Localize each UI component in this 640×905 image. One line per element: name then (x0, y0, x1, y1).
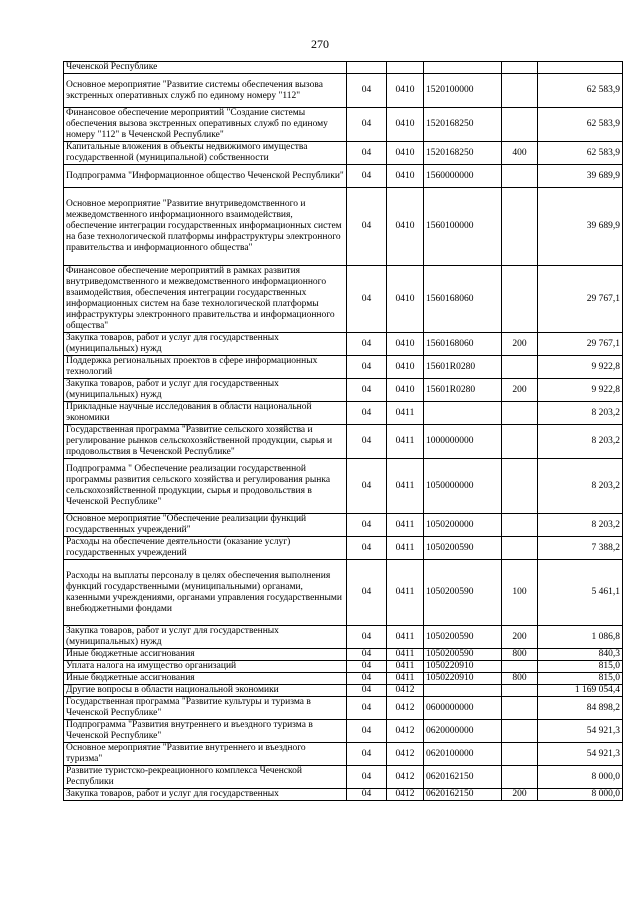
table-row (64, 402, 623, 425)
row-description: Государственная программа "Развитие культуры и туризма в Чеченской Республике" (64, 697, 347, 720)
subsection-code: 0412 (387, 697, 424, 720)
amount: 62 583,9 (538, 74, 623, 108)
expense-type-code (502, 743, 538, 766)
section-code: 04 (347, 626, 387, 649)
target-article-code: 1560168060 (424, 266, 502, 333)
expense-type-code (502, 74, 538, 108)
target-article-code: 1050200000 (424, 514, 502, 537)
subsection-code: 0410 (387, 266, 424, 333)
target-article-code: 1560168060 (424, 333, 502, 356)
section-code: 04 (347, 266, 387, 333)
table-row (64, 673, 623, 685)
row-description: Основное мероприятие "Развитие внутриведомственного и межведомственного информационного взаимодействия, обеспечение интеграции государственных информационных систем на базе технологической платформы инфраструктуры электронного правительства и информационного общества" (64, 188, 347, 266)
expense-type-code: 400 (502, 142, 538, 165)
amount: 840,3 (538, 649, 623, 661)
section-code: 04 (347, 697, 387, 720)
expense-type-code: 100 (502, 560, 538, 626)
expense-type-code (502, 720, 538, 743)
target-article-code: 1050200590 (424, 560, 502, 626)
table-row (64, 697, 623, 720)
target-article-code: 1520100000 (424, 74, 502, 108)
subsection-code: 0411 (387, 537, 424, 560)
row-description: Закупка товаров, работ и услуг для государственных (64, 789, 347, 801)
amount: 8 203,2 (538, 402, 623, 425)
expense-type-code: 200 (502, 789, 538, 801)
expense-type-code (502, 402, 538, 425)
amount: 62 583,9 (538, 108, 623, 142)
table-row (64, 537, 623, 560)
table-row (64, 661, 623, 673)
section-code: 04 (347, 459, 387, 514)
subsection-code: 0410 (387, 379, 424, 402)
expense-type-code (502, 514, 538, 537)
row-description: Закупка товаров, работ и услуг для государственных (муниципальных) нужд (64, 333, 347, 356)
table-row (64, 685, 623, 697)
table-row (64, 649, 623, 661)
amount: 54 921,3 (538, 720, 623, 743)
subsection-code: 0411 (387, 560, 424, 626)
subsection-code: 0411 (387, 459, 424, 514)
target-article-code (424, 402, 502, 425)
subsection-code: 0412 (387, 720, 424, 743)
subsection-code: 0411 (387, 514, 424, 537)
subsection-code: 0410 (387, 74, 424, 108)
expense-type-code (502, 165, 538, 188)
expense-type-code: 800 (502, 649, 538, 661)
target-article-code: 0620162150 (424, 789, 502, 801)
target-article-code (424, 62, 502, 74)
expense-type-code (502, 108, 538, 142)
section-code: 04 (347, 379, 387, 402)
target-article-code (424, 685, 502, 697)
expense-type-code (502, 661, 538, 673)
row-description: Основное мероприятие "Развитие внутреннего и въездного туризма" (64, 743, 347, 766)
row-description: Основное мероприятие "Обеспечение реализации функций государственных учреждений" (64, 514, 347, 537)
amount: 1 086,8 (538, 626, 623, 649)
table-row (64, 333, 623, 356)
expense-type-code: 200 (502, 626, 538, 649)
subsection-code: 0410 (387, 333, 424, 356)
section-code: 04 (347, 188, 387, 266)
section-code: 04 (347, 673, 387, 685)
subsection-code: 0411 (387, 673, 424, 685)
table-row (64, 188, 623, 266)
table-row (64, 720, 623, 743)
amount (538, 62, 623, 74)
target-article-code: 1050220910 (424, 661, 502, 673)
amount: 39 689,9 (538, 188, 623, 266)
table-row (64, 356, 623, 379)
section-code: 04 (347, 649, 387, 661)
target-article-code: 1050200590 (424, 626, 502, 649)
target-article-code: 15601R0280 (424, 379, 502, 402)
section-code: 04 (347, 356, 387, 379)
subsection-code: 0410 (387, 188, 424, 266)
section-code: 04 (347, 74, 387, 108)
section-code: 04 (347, 720, 387, 743)
target-article-code: 1000000000 (424, 425, 502, 459)
row-description: Подпрограмма " Обеспечение реализации государственной программы развития сельского хозяйства и регулирования рынка сельскохозяйственной продукции, сырья и продовольствия в Чеченской Республике" (64, 459, 347, 514)
amount: 54 921,3 (538, 743, 623, 766)
section-code: 04 (347, 165, 387, 188)
budget-table-body (64, 62, 623, 801)
amount: 8 203,2 (538, 514, 623, 537)
target-article-code: 1050200590 (424, 537, 502, 560)
expense-type-code (502, 685, 538, 697)
amount: 5 461,1 (538, 560, 623, 626)
row-description: Поддержка региональных проектов в сфере информационных технологий (64, 356, 347, 379)
subsection-code: 0411 (387, 661, 424, 673)
target-article-code: 1050220910 (424, 673, 502, 685)
target-article-code: 15601R0280 (424, 356, 502, 379)
row-description: Прикладные научные исследования в области национальной экономики (64, 402, 347, 425)
amount: 8 000,0 (538, 766, 623, 789)
budget-table (63, 61, 623, 801)
section-code: 04 (347, 402, 387, 425)
table-row (64, 108, 623, 142)
amount: 8 000,0 (538, 789, 623, 801)
expense-type-code: 200 (502, 379, 538, 402)
subsection-code (387, 62, 424, 74)
table-row (64, 626, 623, 649)
expense-type-code (502, 188, 538, 266)
expense-type-code (502, 459, 538, 514)
table-row (64, 425, 623, 459)
target-article-code: 1050200590 (424, 649, 502, 661)
target-article-code: 0620000000 (424, 720, 502, 743)
table-row (64, 743, 623, 766)
expense-type-code (502, 766, 538, 789)
amount: 9 922,8 (538, 379, 623, 402)
table-row (64, 560, 623, 626)
expense-type-code (502, 356, 538, 379)
subsection-code: 0412 (387, 766, 424, 789)
section-code: 04 (347, 425, 387, 459)
expense-type-code (502, 62, 538, 74)
table-row (64, 514, 623, 537)
subsection-code: 0411 (387, 649, 424, 661)
amount: 29 767,1 (538, 266, 623, 333)
amount: 9 922,8 (538, 356, 623, 379)
row-description: Финансовое обеспечение мероприятий в рамках развития внутриведомственного и межведомственного информационного взаимодействия, обеспечения интеграции государственных информационных систем на базе технологической платформы инфраструктуры электронного правительства и информационного общества" (64, 266, 347, 333)
target-article-code: 1520168250 (424, 108, 502, 142)
subsection-code: 0412 (387, 685, 424, 697)
expense-type-code: 800 (502, 673, 538, 685)
table-row (64, 165, 623, 188)
section-code: 04 (347, 743, 387, 766)
page-number: 270 (311, 37, 329, 51)
table-row (64, 266, 623, 333)
amount: 62 583,9 (538, 142, 623, 165)
subsection-code: 0410 (387, 165, 424, 188)
section-code (347, 62, 387, 74)
subsection-code: 0410 (387, 142, 424, 165)
amount: 8 203,2 (538, 425, 623, 459)
subsection-code: 0411 (387, 626, 424, 649)
subsection-code: 0412 (387, 743, 424, 766)
table-row (64, 789, 623, 801)
subsection-code: 0410 (387, 108, 424, 142)
row-description: Чеченской Республике (64, 62, 347, 74)
target-article-code: 1560100000 (424, 188, 502, 266)
subsection-code: 0412 (387, 789, 424, 801)
row-description: Государственная программа "Развитие сельского хозяйства и регулирование рынков сельскохозяйственной продукции, сырья и продовольствия в Чеченской Республике" (64, 425, 347, 459)
row-description: Подпрограмма "Информационное общество Чеченской Республики" (64, 165, 347, 188)
section-code: 04 (347, 333, 387, 356)
expense-type-code (502, 697, 538, 720)
target-article-code: 0620100000 (424, 743, 502, 766)
row-description: Иные бюджетные ассигнования (64, 673, 347, 685)
section-code: 04 (347, 142, 387, 165)
target-article-code: 0600000000 (424, 697, 502, 720)
subsection-code: 0411 (387, 402, 424, 425)
row-description: Основное мероприятие "Развитие системы обеспечения вызова экстренных оперативных служб по единому номеру "112" (64, 74, 347, 108)
section-code: 04 (347, 108, 387, 142)
subsection-code: 0411 (387, 425, 424, 459)
amount: 39 689,9 (538, 165, 623, 188)
section-code: 04 (347, 766, 387, 789)
amount: 84 898,2 (538, 697, 623, 720)
row-description: Другие вопросы в области национальной экономики (64, 685, 347, 697)
row-description: Финансовое обеспечение мероприятий "Создание системы обеспечения вызова экстренных оперативных служб по единому номеру "112" в Чеченской Республике" (64, 108, 347, 142)
amount: 815,0 (538, 661, 623, 673)
amount: 8 203,2 (538, 459, 623, 514)
amount: 1 169 054,4 (538, 685, 623, 697)
row-description: Расходы на выплаты персоналу в целях обеспечения выполнения функций государственными (муниципальными) органами, казенными учреждениями, органами управления государственными внебюджетными фондами (64, 560, 347, 626)
table-row (64, 459, 623, 514)
expense-type-code (502, 266, 538, 333)
table-row (64, 62, 623, 74)
row-description: Капитальные вложения в объекты недвижимого имущества государственной (муниципальной) собственности (64, 142, 347, 165)
table-row (64, 379, 623, 402)
amount: 815,0 (538, 673, 623, 685)
subsection-code: 0410 (387, 356, 424, 379)
expense-type-code (502, 537, 538, 560)
table-row (64, 74, 623, 108)
section-code: 04 (347, 661, 387, 673)
target-article-code: 1560000000 (424, 165, 502, 188)
target-article-code: 1520168250 (424, 142, 502, 165)
expense-type-code (502, 425, 538, 459)
section-code: 04 (347, 537, 387, 560)
table-row (64, 766, 623, 789)
row-description: Развитие туристско-рекреационного комплекса Чеченской Республики (64, 766, 347, 789)
row-description: Расходы на обеспечение деятельности (оказание услуг) государственных учреждений (64, 537, 347, 560)
expense-type-code: 200 (502, 333, 538, 356)
section-code: 04 (347, 685, 387, 697)
row-description: Подпрограмма "Развития внутреннего и въездного туризма в Чеченской Республике" (64, 720, 347, 743)
section-code: 04 (347, 560, 387, 626)
row-description: Закупка товаров, работ и услуг для государственных (муниципальных) нужд (64, 379, 347, 402)
amount: 29 767,1 (538, 333, 623, 356)
section-code: 04 (347, 514, 387, 537)
row-description: Уплата налога на имущество организаций (64, 661, 347, 673)
target-article-code: 0620162150 (424, 766, 502, 789)
row-description: Закупка товаров, работ и услуг для государственных (муниципальных) нужд (64, 626, 347, 649)
amount: 7 388,2 (538, 537, 623, 560)
section-code: 04 (347, 789, 387, 801)
table-row (64, 142, 623, 165)
target-article-code: 1050000000 (424, 459, 502, 514)
row-description: Иные бюджетные ассигнования (64, 649, 347, 661)
